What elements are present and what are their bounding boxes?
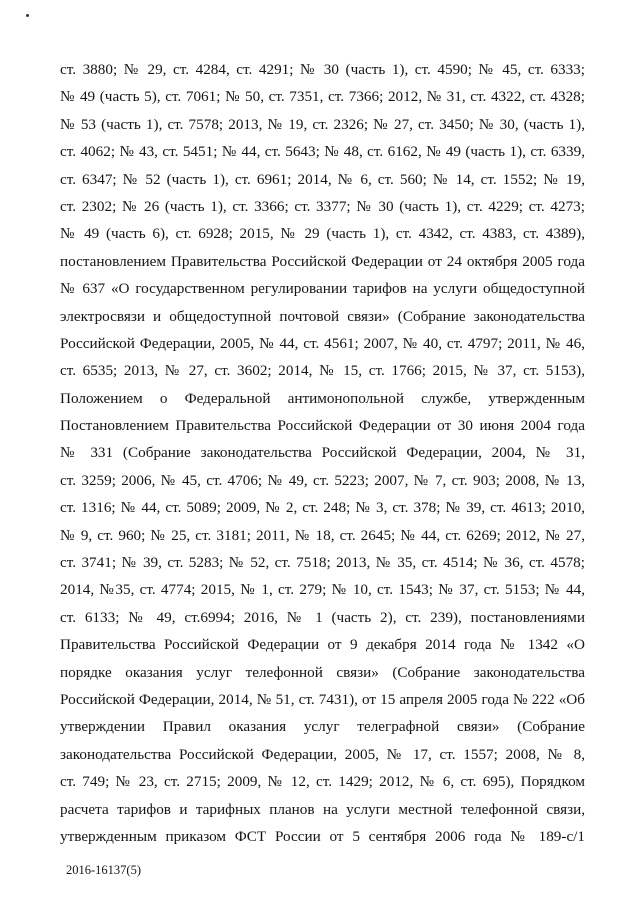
- body-line: постановлением Правительства Российской Федерации от 24 октября 2005 года: [60, 252, 585, 270]
- document-footer-code: 2016-16137(5): [66, 863, 141, 877]
- body-line: № 53 (часть 1), ст. 7578; 2013, № 19, ст. 2326; № 27, ст. 3450; № 30, (часть 1),: [60, 115, 585, 133]
- body-line: ст. 2302; № 26 (часть 1), ст. 3366; ст. 3377; № 30 (часть 1), ст. 4229; ст. 4273;: [60, 197, 585, 215]
- body-line: ст. 3259; 2006, № 45, ст. 4706; № 49, ст. 5223; 2007, № 7, ст. 903; 2008, № 13,: [60, 471, 585, 489]
- body-line: № 49 (часть 5), ст. 7061; № 50, ст. 7351, ст. 7366; 2012, № 31, ст. 4322, ст. 4328;: [60, 88, 585, 106]
- body-line: № 331 (Собрание законодательства Российской Федерации, 2004, № 31,: [60, 444, 585, 462]
- body-line: Российской Федерации, 2005, № 44, ст. 4561; 2007, № 40, ст. 4797; 2011, № 46,: [60, 334, 585, 352]
- body-line: ст. 749; № 23, ст. 2715; 2009, № 12, ст. 1429; 2012, № 6, ст. 695), Порядком: [60, 773, 585, 791]
- body-line: утверждении Правил оказания услуг телеграфной связи» (Собрание: [60, 718, 585, 736]
- body-line: электросвязи и общедоступной почтовой связи» (Собрание законодательства: [60, 307, 585, 325]
- document-body: [60, 56, 585, 850]
- scan-dot: [26, 14, 29, 17]
- body-line: утвержденным приказом ФСТ России от 5 сентября 2006 года № 189-с/1: [60, 827, 585, 845]
- body-line: Положением о Федеральной антимонопольной службе, утвержденным: [60, 389, 585, 407]
- body-line: ст. 6535; 2013, № 27, ст. 3602; 2014, № 15, ст. 1766; 2015, № 37, ст. 5153),: [60, 362, 585, 380]
- body-line: ст. 3880; № 29, ст. 4284, ст. 4291; № 30 (часть 1), ст. 4590; № 45, ст. 6333;: [60, 61, 585, 78]
- body-line: ст. 6347; № 52 (часть 1), ст. 6961; 2014, № 6, ст. 560; № 14, ст. 1552; № 19,: [60, 170, 585, 188]
- body-line: Российской Федерации, 2014, № 51, ст. 7431), от 15 апреля 2005 года № 222 «Об: [60, 690, 585, 708]
- body-line: Правительства Российской Федерации от 9 декабря 2014 года № 1342 «О: [60, 636, 585, 654]
- body-line: ст. 3741; № 39, ст. 5283; № 52, ст. 7518; 2013, № 35, ст. 4514; № 36, ст. 4578;: [60, 554, 585, 572]
- body-line: № 9, ст. 960; № 25, ст. 3181; 2011, № 18, ст. 2645; № 44, ст. 6269; 2012, № 27,: [60, 526, 585, 544]
- body-line: ст. 6133; № 49, ст.6994; 2016, № 1 (часть 2), ст. 239), постановлениями: [60, 608, 585, 626]
- body-line: Постановлением Правительства Российской Федерации от 30 июня 2004 года: [60, 417, 585, 435]
- body-line: ст. 4062; № 43, ст. 5451; № 44, ст. 5643; № 48, ст. 6162, № 49 (часть 1), ст. 6339,: [60, 143, 585, 161]
- body-line: порядке оказания услуг телефонной связи» (Собрание законодательства: [60, 663, 585, 681]
- body-line: ст. 1316; № 44, ст. 5089; 2009, № 2, ст. 248; № 3, ст. 378; № 39, ст. 4613; 2010,: [60, 499, 585, 517]
- body-line: законодательства Российской Федерации, 2005, № 17, ст. 1557; 2008, № 8,: [60, 745, 585, 763]
- body-line: 2014, №35, ст. 4774; 2015, № 1, ст. 279; № 10, ст. 1543; № 37, ст. 5153; № 44,: [60, 581, 585, 599]
- body-line: № 49 (часть 6), ст. 6928; 2015, № 29 (часть 1), ст. 4342, ст. 4383, ст. 4389),: [60, 225, 585, 243]
- body-line: № 637 «О государственном регулировании тарифов на услуги общедоступной: [60, 280, 585, 298]
- body-line: расчета тарифов и тарифных планов на услуги местной телефонной связи,: [60, 800, 585, 818]
